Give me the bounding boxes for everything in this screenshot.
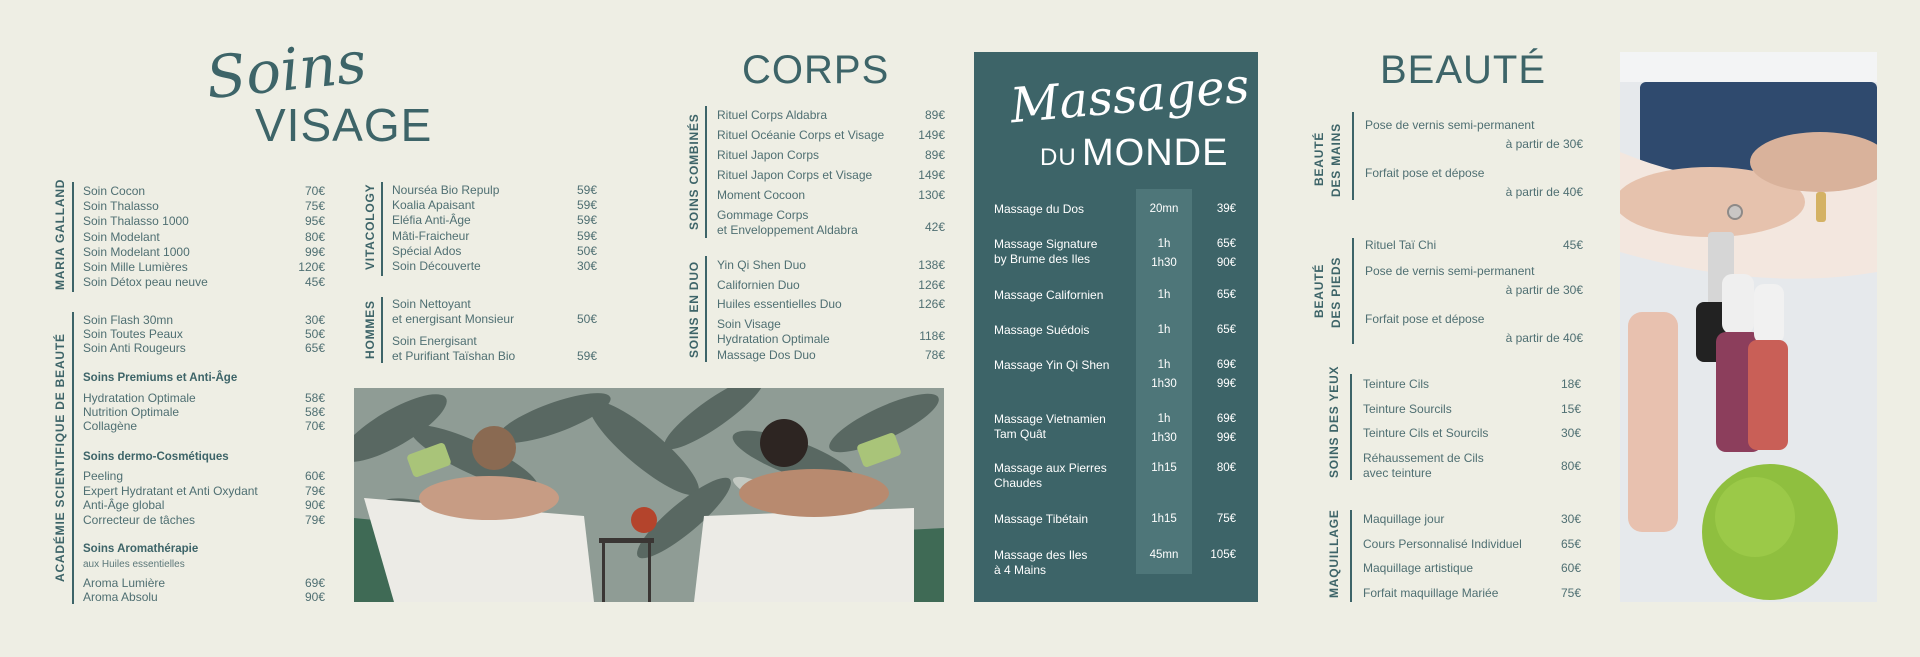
item-name: Soin Thalasso bbox=[83, 199, 159, 214]
price-row bbox=[83, 469, 325, 484]
hommes-label: HOMMES bbox=[363, 300, 377, 360]
massage-price: 65€ bbox=[1216, 324, 1236, 336]
beaute-mains-line bbox=[1352, 112, 1354, 200]
item-name: Pose de vernis semi-permanent bbox=[1365, 264, 1535, 278]
item-name: Aroma Absolu bbox=[83, 590, 158, 604]
item-price: 80€ bbox=[304, 229, 325, 244]
massage-name: Massage Vietnamien Tam Quât bbox=[994, 412, 1106, 441]
massage-duration: 1h15 bbox=[1151, 513, 1177, 525]
item-price: 30€ bbox=[576, 259, 597, 273]
massage-price: 90€ bbox=[1216, 257, 1236, 269]
massage-duration: 1h bbox=[1157, 359, 1171, 371]
massage-price: 65€ bbox=[1216, 289, 1236, 301]
massage-name: Massage aux Pierres Chaudes bbox=[994, 461, 1107, 490]
item-price: 50€ bbox=[576, 243, 597, 258]
item-name: Soin Modelant 1000 bbox=[83, 244, 190, 259]
massage-duration: 1h bbox=[1157, 289, 1171, 301]
vitacology-label: VITACOLOGY bbox=[363, 183, 377, 270]
item-name: Soin Nettoyant et energisant Monsieur bbox=[392, 297, 515, 326]
price-row bbox=[83, 419, 325, 434]
item-price: 59€ bbox=[576, 198, 597, 213]
item-name: Soin Modelant bbox=[83, 229, 160, 244]
price-row bbox=[1365, 312, 1583, 345]
item-name: Gommage Corps et Enveloppement Aldabra bbox=[717, 208, 858, 237]
massage-price: 69€ bbox=[1216, 413, 1236, 425]
price-row bbox=[717, 348, 945, 363]
price-row bbox=[1363, 451, 1581, 481]
soins-combines-line bbox=[705, 106, 707, 238]
corps-title: CORPS bbox=[742, 48, 890, 92]
item-name: Pose de vernis semi-permanent bbox=[1365, 118, 1535, 132]
price-row bbox=[83, 513, 325, 528]
massage-duration: 1h30 bbox=[1151, 257, 1177, 269]
price-row bbox=[392, 297, 597, 327]
item-name: Teinture Cils bbox=[1363, 377, 1430, 391]
item-name: Koalia Apaisant bbox=[392, 198, 475, 213]
maria-galland-line bbox=[72, 182, 74, 292]
item-name: Moment Cocoon bbox=[717, 188, 806, 202]
item-price: 30€ bbox=[1560, 426, 1581, 440]
item-name: Cours Personnalisé Individuel bbox=[1363, 536, 1522, 551]
massage-price: 39€ bbox=[1216, 203, 1236, 215]
item-price: 58€ bbox=[304, 391, 325, 405]
aroma-heading: Soins Aromathérapie bbox=[83, 543, 199, 555]
price-row bbox=[83, 498, 325, 513]
item-name: Hydratation Optimale bbox=[83, 391, 196, 405]
item-name: Correcteur de tâches bbox=[83, 512, 196, 527]
item-price: 59€ bbox=[576, 213, 597, 228]
item-name: Soin Visage Hydratation Optimale bbox=[717, 316, 830, 346]
item-name: Soin Flash 30mn bbox=[83, 313, 174, 327]
price-row bbox=[1363, 402, 1581, 417]
massage-price: 99€ bbox=[1216, 432, 1236, 444]
item-name: Forfait maquillage Mariée bbox=[1363, 585, 1499, 600]
item-name: Teinture Cils et Sourcils bbox=[1363, 426, 1489, 440]
price-row bbox=[1363, 377, 1581, 392]
price-row bbox=[392, 213, 597, 228]
item-name: Soin Anti Rougeurs bbox=[83, 341, 186, 355]
item-price: 18€ bbox=[1560, 377, 1581, 391]
manicure-photo-illustration bbox=[1620, 52, 1877, 602]
massage-duration: 1h bbox=[1157, 413, 1171, 425]
item-name: Soin Toutes Peaux bbox=[83, 327, 183, 341]
price-row bbox=[83, 275, 325, 290]
item-price: 75€ bbox=[304, 199, 325, 214]
spa-massage-photo bbox=[354, 388, 944, 602]
massage-name: Massage Suédois bbox=[994, 323, 1090, 337]
massage-duration: 45mn bbox=[1149, 549, 1179, 561]
price-row bbox=[83, 260, 325, 275]
visage-title: VISAGE bbox=[255, 99, 433, 151]
item-price: 138€ bbox=[918, 258, 945, 272]
item-name: Soin Détox peau neuve bbox=[83, 275, 208, 290]
soins-combines-label: SOINS COMBINÉS bbox=[687, 113, 701, 231]
price-row bbox=[1365, 238, 1583, 253]
beaute-title: BEAUTÉ bbox=[1380, 48, 1547, 92]
item-price: 59€ bbox=[576, 228, 597, 243]
item-price: à partir de 30€ bbox=[1505, 137, 1583, 151]
item-price: à partir de 40€ bbox=[1505, 185, 1583, 199]
massage-duration: 1h30 bbox=[1151, 432, 1177, 444]
price-row bbox=[392, 198, 597, 213]
item-price: 126€ bbox=[918, 297, 945, 311]
massage-price: 75€ bbox=[1216, 513, 1236, 525]
maquillage-label: MAQUILLAGE bbox=[1327, 509, 1341, 598]
price-row bbox=[1363, 537, 1581, 552]
item-price: 149€ bbox=[918, 168, 945, 182]
item-name: Soin Mille Lumières bbox=[83, 260, 188, 274]
price-row bbox=[717, 188, 945, 203]
academie-line bbox=[72, 312, 74, 604]
item-name: Forfait pose et dépose bbox=[1365, 312, 1485, 326]
item-price: 58€ bbox=[304, 405, 325, 419]
item-name: Californien Duo bbox=[717, 277, 800, 292]
item-name: Nourséa Bio Repulp bbox=[392, 183, 500, 197]
item-price: 65€ bbox=[304, 341, 325, 355]
item-name: Rituel Corps Aldabra bbox=[717, 108, 828, 122]
price-row bbox=[1363, 586, 1581, 601]
soins-duo-label: SOINS EN DUO bbox=[687, 261, 701, 359]
massages-panel bbox=[974, 52, 1258, 602]
price-row bbox=[83, 576, 325, 591]
massage-duration: 1h15 bbox=[1151, 462, 1177, 474]
price-row bbox=[717, 258, 945, 273]
beaute-pieds-label-2: DES PIEDS bbox=[1329, 256, 1343, 328]
price-row bbox=[717, 317, 945, 347]
massages-title-monde: MONDE bbox=[1082, 132, 1229, 174]
massage-price: 65€ bbox=[1216, 238, 1236, 250]
item-name: Yin Qi Shen Duo bbox=[717, 258, 806, 272]
item-price: 30€ bbox=[1560, 512, 1581, 526]
price-row bbox=[392, 334, 597, 364]
item-price: 90€ bbox=[304, 498, 325, 512]
price-row bbox=[83, 484, 325, 499]
item-price: 78€ bbox=[924, 347, 945, 362]
item-price: 60€ bbox=[1560, 561, 1581, 575]
item-price: 80€ bbox=[1560, 458, 1581, 473]
massage-name: Massage Yin Qi Shen bbox=[994, 358, 1110, 372]
price-row bbox=[717, 128, 945, 143]
massage-name: Massage des Iles à 4 Mains bbox=[994, 548, 1088, 577]
item-price: 59€ bbox=[576, 183, 597, 197]
item-name: Mâti-Fraicheur bbox=[392, 228, 470, 243]
item-price: 60€ bbox=[304, 469, 325, 483]
item-price: 89€ bbox=[924, 148, 945, 162]
item-price: 149€ bbox=[918, 128, 945, 142]
aroma-subheading: aux Huiles essentielles bbox=[83, 559, 185, 570]
massage-price: 69€ bbox=[1216, 359, 1236, 371]
item-name: Soin Découverte bbox=[392, 259, 481, 273]
item-price: 30€ bbox=[304, 313, 325, 327]
beaute-mains-label-1: BEAUTÉ bbox=[1312, 131, 1326, 186]
item-name: Rituel Japon Corps bbox=[717, 148, 820, 162]
price-row bbox=[392, 244, 597, 259]
premiums-heading: Soins Premiums et Anti-Âge bbox=[83, 372, 238, 384]
item-price: 50€ bbox=[304, 327, 325, 341]
maria-galland-label: MARIA GALLAND bbox=[53, 178, 67, 290]
item-name: Spécial Ados bbox=[392, 243, 462, 258]
item-name: Peeling bbox=[83, 469, 124, 483]
massages-title-du: DU bbox=[1040, 144, 1077, 171]
spa-photo-illustration bbox=[354, 388, 944, 602]
item-name: Réhaussement de Cils avec teinture bbox=[1363, 450, 1484, 480]
soins-yeux-label: SOINS DES YEUX bbox=[1327, 365, 1341, 478]
massages-title-script: Massages bbox=[1008, 57, 1252, 135]
price-row bbox=[83, 214, 325, 229]
item-price: 42€ bbox=[924, 220, 945, 234]
soins-yeux-line bbox=[1350, 374, 1352, 480]
item-name: Nutrition Optimale bbox=[83, 405, 180, 419]
item-price: à partir de 40€ bbox=[1505, 331, 1583, 345]
massage-name: Massage Signature by Brume des Iles bbox=[994, 237, 1098, 266]
price-row bbox=[1363, 512, 1581, 527]
item-price: 90€ bbox=[304, 590, 325, 604]
massage-name: Massage Tibétain bbox=[994, 512, 1089, 526]
price-row bbox=[1365, 264, 1583, 297]
item-name: Soin Thalasso 1000 bbox=[83, 214, 189, 229]
price-row bbox=[717, 297, 945, 312]
price-row bbox=[717, 148, 945, 163]
item-price: 70€ bbox=[304, 184, 325, 198]
item-price: 45€ bbox=[1562, 238, 1583, 252]
price-row bbox=[392, 183, 597, 198]
price-row bbox=[83, 405, 325, 420]
massage-duration: 1h30 bbox=[1151, 378, 1177, 390]
price-row bbox=[392, 229, 597, 244]
item-name: Rituel Océanie Corps et Visage bbox=[717, 128, 885, 142]
vitacology-line bbox=[381, 182, 383, 276]
massage-duration: 20mn bbox=[1149, 203, 1179, 215]
beaute-pieds-line bbox=[1352, 238, 1354, 344]
item-price: 75€ bbox=[1560, 585, 1581, 600]
item-name: Forfait pose et dépose bbox=[1365, 166, 1485, 180]
price-row bbox=[83, 341, 325, 356]
massage-duration: 1h bbox=[1157, 324, 1171, 336]
item-price: 79€ bbox=[304, 483, 325, 498]
item-price: 120€ bbox=[298, 260, 325, 274]
massage-price: 80€ bbox=[1216, 462, 1236, 474]
massage-name: Massage Californien bbox=[994, 288, 1104, 302]
visage-title-script: Soins bbox=[202, 27, 370, 113]
item-price: 70€ bbox=[304, 419, 325, 433]
item-price: 59€ bbox=[576, 349, 597, 363]
beaute-mains-label-2: DES MAINS bbox=[1329, 123, 1343, 197]
item-price: 99€ bbox=[304, 244, 325, 259]
price-row bbox=[83, 391, 325, 406]
price-row bbox=[717, 208, 945, 238]
item-name: Rituel Japon Corps et Visage bbox=[717, 168, 873, 182]
item-price: 45€ bbox=[304, 275, 325, 290]
item-price: 118€ bbox=[919, 328, 945, 343]
dermo-heading: Soins dermo-Cosmétiques bbox=[83, 451, 229, 463]
item-price: 69€ bbox=[304, 576, 325, 590]
item-price: 65€ bbox=[1560, 536, 1581, 551]
item-name: Aroma Lumière bbox=[83, 576, 166, 590]
academie-label: ACADÉMIE SCIENTIFIQUE DE BEAUTÉ bbox=[53, 333, 67, 583]
item-price: 50€ bbox=[576, 312, 597, 326]
beaute-mains-label bbox=[1312, 112, 1348, 208]
manicure-photo bbox=[1620, 52, 1877, 602]
item-price: à partir de 30€ bbox=[1505, 283, 1583, 297]
item-price: 15€ bbox=[1560, 401, 1581, 416]
price-row bbox=[717, 168, 945, 183]
price-row bbox=[1363, 561, 1581, 576]
massage-name: Massage du Dos bbox=[994, 202, 1085, 216]
item-name: Soin Cocon bbox=[83, 184, 146, 198]
item-price: 126€ bbox=[918, 277, 945, 292]
maquillage-line bbox=[1350, 510, 1352, 602]
soins-duo-line bbox=[705, 256, 707, 362]
item-name: Soin Energisant et Purifiant Taïshan Bio bbox=[392, 334, 516, 363]
price-row bbox=[83, 245, 325, 260]
item-name: Huiles essentielles Duo bbox=[717, 297, 842, 311]
price-row bbox=[83, 327, 325, 342]
item-name: Eléfia Anti-Âge bbox=[392, 213, 471, 228]
price-row bbox=[1365, 166, 1583, 199]
item-price: 89€ bbox=[924, 108, 945, 122]
beaute-pieds-label-1: BEAUTÉ bbox=[1312, 263, 1326, 318]
massage-price: 99€ bbox=[1216, 378, 1236, 390]
massage-duration: 1h bbox=[1157, 238, 1171, 250]
price-row bbox=[1363, 426, 1581, 441]
item-price: 79€ bbox=[304, 512, 325, 527]
price-row bbox=[392, 259, 597, 274]
beaute-pieds-label bbox=[1312, 242, 1348, 342]
price-row bbox=[717, 278, 945, 293]
item-name: Expert Hydratant et Anti Oxydant bbox=[83, 483, 258, 498]
item-name: Maquillage artistique bbox=[1363, 561, 1474, 575]
massage-price: 105€ bbox=[1210, 549, 1236, 561]
item-name: Rituel Taï Chi bbox=[1365, 238, 1437, 252]
item-price: 130€ bbox=[918, 188, 945, 202]
item-price: 95€ bbox=[304, 214, 325, 229]
item-name: Maquillage jour bbox=[1363, 512, 1445, 526]
price-row bbox=[83, 184, 325, 199]
price-row bbox=[83, 313, 325, 328]
item-name: Massage Dos Duo bbox=[717, 347, 816, 362]
item-name: Collagène bbox=[83, 419, 138, 433]
price-row bbox=[717, 108, 945, 123]
item-name: Teinture Sourcils bbox=[1363, 401, 1452, 416]
price-row bbox=[83, 590, 325, 605]
hommes-line bbox=[381, 297, 383, 363]
price-row bbox=[1365, 118, 1583, 151]
price-row bbox=[83, 199, 325, 214]
price-row bbox=[83, 230, 325, 245]
item-name: Anti-Âge global bbox=[83, 498, 165, 512]
